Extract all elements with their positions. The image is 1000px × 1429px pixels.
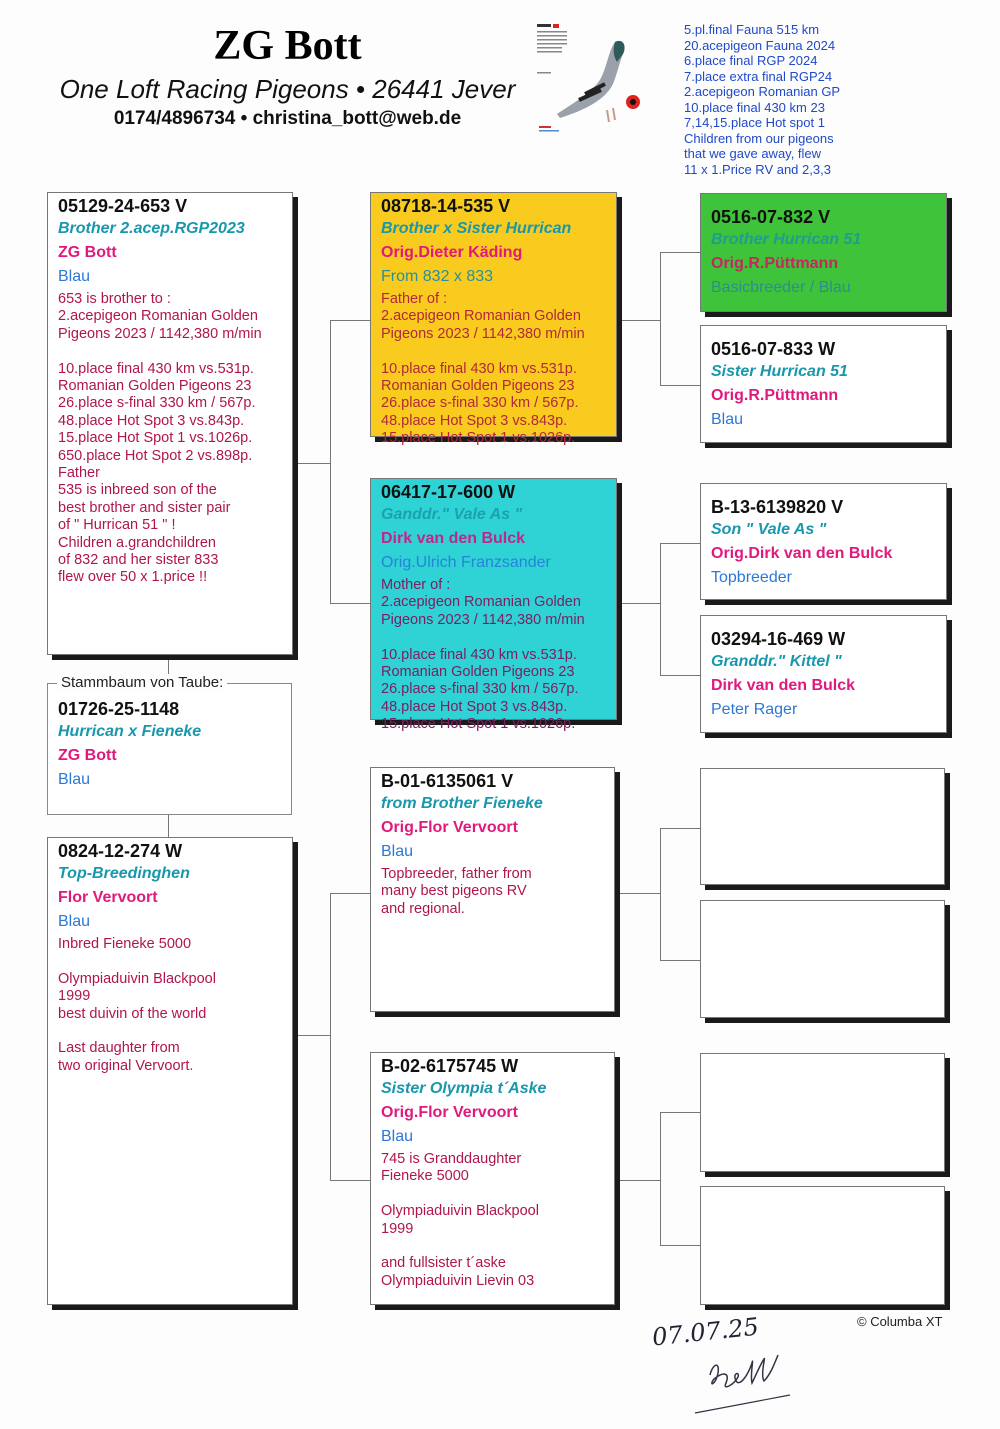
- note-line: Father of :: [381, 291, 448, 307]
- note-line: 1999: [58, 988, 91, 1005]
- note-line: 26.place s-final 330 km / 567p.: [58, 395, 256, 412]
- note-line: Topbreeder, father from: [381, 866, 532, 882]
- pigeon-color: Blau: [58, 268, 91, 285]
- pigeon-breeder: Dirk van den Bulck: [381, 530, 526, 547]
- note-line: Olympiaduivin Lievin 03: [381, 1272, 535, 1289]
- pigeon-breeder: Orig.Flor Vervoort: [381, 1104, 518, 1121]
- connector-line: [617, 320, 660, 321]
- connector-line: [293, 1035, 331, 1036]
- connector-line: [660, 675, 700, 676]
- note-line: [381, 343, 606, 360]
- connector-line: [615, 1180, 660, 1181]
- achievement-item: Children from our pigeons: [684, 130, 834, 146]
- pedigree-box-sdd: [700, 615, 947, 733]
- connector-line: [617, 603, 660, 604]
- pigeon-breeder: Orig.Dieter Käding: [381, 244, 523, 261]
- pigeon-lineage: Son " Vale As ": [711, 521, 827, 538]
- ring-number: 0824-12-274 W: [58, 841, 183, 861]
- note-line: and fullsister t´aske: [381, 1255, 506, 1272]
- pigeon-color: Blau: [58, 771, 91, 788]
- pigeon-lineage: Top-Breedinghen: [58, 865, 190, 882]
- ring-number: 08718-14-535 V: [381, 196, 511, 216]
- connector-line: [660, 960, 700, 961]
- pigeon-breeder: Orig.R.Püttmann: [711, 387, 839, 404]
- pedigree-box-ssd: [700, 325, 947, 443]
- note-line: of " Hurrican 51 " !: [58, 517, 176, 534]
- pedigree-box-sss: [700, 193, 947, 312]
- note-line: Father: [58, 465, 100, 482]
- connector-line: [660, 252, 661, 386]
- pedigree-box-ddd: [700, 1186, 945, 1305]
- note-line: of 832 and her sister 833: [58, 552, 219, 569]
- connector-line: [293, 463, 331, 464]
- pedigree-box-dss: [700, 768, 945, 885]
- connector-line: [660, 1112, 661, 1246]
- subject-pigeon-box: [47, 683, 292, 815]
- note-line: Olympiaduivin Blackpool: [58, 970, 216, 987]
- note-line: Olympiaduivin Blackpool: [381, 1203, 539, 1220]
- note-line: Mother of :: [381, 577, 451, 593]
- connector-line: [330, 603, 370, 604]
- achievement-item: 20.acepigeon Fauna 2024: [684, 37, 836, 53]
- pedigree-box-ss: [370, 192, 617, 447]
- pedigree-box-dds: [700, 1053, 945, 1172]
- connector-line: [660, 828, 700, 829]
- note-line: [381, 1186, 604, 1203]
- pigeon-lineage: Hurrican x Fieneke: [58, 723, 202, 740]
- note-line: 2.acepigeon Romanian Golden: [381, 594, 581, 611]
- pigeon-notes: [381, 577, 606, 734]
- pigeon-color: From 832 x 833: [381, 268, 494, 285]
- breeder-title: ZG Bott: [213, 23, 362, 69]
- note-line: best duivin of the world: [58, 1005, 207, 1022]
- pigeon-notes: [58, 291, 282, 587]
- pigeon-notes: [58, 936, 282, 1075]
- note-line: Last daughter from: [58, 1040, 180, 1057]
- note-line: Pigeons 2023 / 1142,380 m/min: [381, 325, 585, 342]
- note-line: 48.place Hot Spot 3 vs.843p.: [381, 698, 568, 715]
- note-line: 26.place s-final 330 km / 567p.: [381, 681, 579, 698]
- pigeon-breeder: ZG Bott: [58, 747, 117, 764]
- pigeon-breeder: Orig.R.Püttmann: [711, 255, 839, 272]
- pedigree-box-dd: [370, 1052, 615, 1305]
- note-line: [58, 343, 282, 360]
- note-line: many best pigeons RV: [381, 883, 527, 900]
- note-line: Fieneke 5000: [381, 1168, 469, 1185]
- copyright: © Columba XT: [857, 1314, 943, 1329]
- note-line: 15.place Hot Spot 1 vs.1026p.: [58, 430, 253, 447]
- pigeon-color: Basicbreeder / Blau: [711, 279, 851, 296]
- connector-line: [660, 543, 661, 676]
- note-line: 10.place final 430 km vs.531p.: [381, 646, 577, 663]
- ring-number: 03294-16-469 W: [711, 629, 846, 649]
- pigeon-color: Blau: [381, 843, 414, 860]
- note-line: [381, 629, 606, 646]
- pigeon-color: Blau: [381, 1128, 414, 1145]
- note-line: 1999: [381, 1220, 414, 1237]
- pedigree-box-dsd: [700, 900, 945, 1018]
- handwritten-date: 07.07.25: [650, 1312, 761, 1352]
- achievements-list: [684, 22, 840, 177]
- pigeon-notes: [381, 291, 606, 448]
- connector-line: [660, 1245, 700, 1246]
- connector-line: [330, 320, 370, 321]
- pedigree-label: Stammbaum von Taube:: [57, 674, 227, 691]
- pigeon-lineage: from Brother Fieneke: [381, 795, 543, 812]
- pigeon-lineage: Ganddr." Vale As ": [381, 506, 523, 523]
- pigeon-notes: [381, 866, 604, 918]
- pigeon-photo: [535, 22, 645, 137]
- pigeon-lineage: Brother Hurrican 51: [711, 231, 862, 248]
- achievement-item: 7.place extra final RGP24: [684, 68, 833, 84]
- note-line: 48.place Hot Spot 3 vs.843p.: [381, 412, 568, 429]
- achievement-item: 11 x 1.Price RV and 2,3,3: [684, 161, 831, 177]
- pigeon-color: Blau: [58, 913, 91, 930]
- achievement-item: that we gave away, flew: [684, 146, 822, 161]
- note-line: [58, 953, 282, 970]
- pigeon-lineage: Sister Hurrican 51: [711, 363, 848, 380]
- note-line: Children a.grandchildren: [58, 534, 216, 551]
- achievement-item: 5.pl.final Fauna 515 km: [684, 22, 820, 37]
- ring-number: 05129-24-653 V: [58, 196, 188, 216]
- breeder-subtitle: One Loft Racing Pigeons • 26441 Jever: [59, 74, 516, 104]
- pigeon-color: Peter Rager: [711, 701, 798, 718]
- pigeon-breeder: ZG Bott: [58, 244, 117, 261]
- pigeon-color: Orig.Ulrich Franzsander: [381, 554, 551, 571]
- pedigree-box-sd: [370, 478, 617, 733]
- signature: [690, 1335, 800, 1415]
- pedigree-box-sire: [47, 192, 293, 655]
- pigeon-color: Blau: [711, 411, 744, 428]
- achievement-item: 6.place final RGP 2024: [684, 53, 818, 68]
- note-line: 2.acepigeon Romanian Golden: [58, 308, 258, 325]
- note-line: 650.place Hot Spot 2 vs.898p.: [58, 447, 253, 464]
- note-line: 535 is inbreed son of the: [58, 482, 217, 499]
- achievement-item: 7,14,15.place Hot spot 1: [684, 115, 825, 130]
- connector-line: [330, 893, 370, 894]
- note-line: 745 is Granddaughter: [381, 1151, 522, 1167]
- pigeon-lineage: Sister Olympia t´Aske: [381, 1080, 547, 1097]
- ring-number: B-01-6135061 V: [381, 771, 514, 791]
- connector-line: [330, 320, 331, 604]
- ring-number: 06417-17-600 W: [381, 482, 516, 502]
- pigeon-breeder: Dirk van den Bulck: [711, 677, 856, 694]
- note-line: [381, 1238, 604, 1255]
- note-line: 48.place Hot Spot 3 vs.843p.: [58, 412, 245, 429]
- ring-number: 01726-25-1148: [58, 699, 180, 719]
- breeder-contact: 0174/4896734 • christina_bott@web.de: [113, 108, 462, 129]
- note-line: Romanian Golden Pigeons 23: [381, 378, 575, 395]
- pigeon-notes: [381, 1151, 604, 1290]
- pedigree-box-sds: [700, 483, 947, 600]
- connector-line: [660, 828, 661, 961]
- pedigree-box-ds: [370, 767, 615, 1012]
- connector-line: [660, 543, 700, 544]
- pigeon-lineage: Granddr." Kittel ": [711, 653, 842, 670]
- note-line: flew over 50 x 1.price !!: [58, 569, 208, 586]
- ring-number: 0516-07-833 W: [711, 339, 836, 359]
- connector-line: [168, 815, 169, 837]
- note-line: and regional.: [381, 900, 465, 917]
- achievement-item: 10.place final 430 km 23: [684, 99, 825, 115]
- connector-line: [615, 893, 660, 894]
- note-line: 653 is brother to :: [58, 291, 171, 307]
- note-line: 10.place final 430 km vs.531p.: [381, 360, 577, 377]
- note-line: Pigeons 2023 / 1142,380 m/min: [381, 611, 585, 628]
- pigeon-breeder: Orig.Dirk van den Bulck: [711, 545, 893, 562]
- connector-line: [330, 1180, 370, 1181]
- connector-line: [660, 1112, 700, 1113]
- note-line: Romanian Golden Pigeons 23: [381, 664, 575, 681]
- connector-line: [660, 252, 700, 253]
- note-line: best brother and sister pair: [58, 499, 231, 516]
- note-line: Pigeons 2023 / 1142,380 m/min: [58, 325, 262, 342]
- pigeon-lineage: Brother 2.acep.RGP2023: [58, 220, 245, 237]
- note-line: Inbred Fieneke 5000: [58, 936, 192, 952]
- pigeon-lineage: Brother x Sister Hurrican: [381, 220, 572, 237]
- ring-number: 0516-07-832 V: [711, 207, 831, 227]
- pedigree-box-dam: [47, 837, 293, 1305]
- achievement-item: 2.acepigeon Romanian GP: [684, 84, 841, 99]
- pigeon-breeder: Flor Vervoort: [58, 889, 158, 906]
- note-line: two original Vervoort.: [58, 1057, 194, 1074]
- pigeon-breeder: Orig.Flor Vervoort: [381, 819, 518, 836]
- note-line: 15.place Hot Spot 1 vs.1026p.: [381, 716, 576, 733]
- ring-number: B-13-6139820 V: [711, 497, 844, 517]
- note-line: 26.place s-final 330 km / 567p.: [381, 395, 579, 412]
- connector-line: [330, 893, 331, 1181]
- note-line: 15.place Hot Spot 1 vs.1026p.: [381, 430, 576, 447]
- connector-line: [660, 385, 700, 386]
- note-line: [58, 1023, 282, 1040]
- note-line: Romanian Golden Pigeons 23: [58, 378, 252, 395]
- note-line: 2.acepigeon Romanian Golden: [381, 308, 581, 325]
- note-line: 10.place final 430 km vs.531p.: [58, 360, 254, 377]
- ring-number: B-02-6175745 W: [381, 1056, 519, 1076]
- pigeon-color: Topbreeder: [711, 569, 792, 586]
